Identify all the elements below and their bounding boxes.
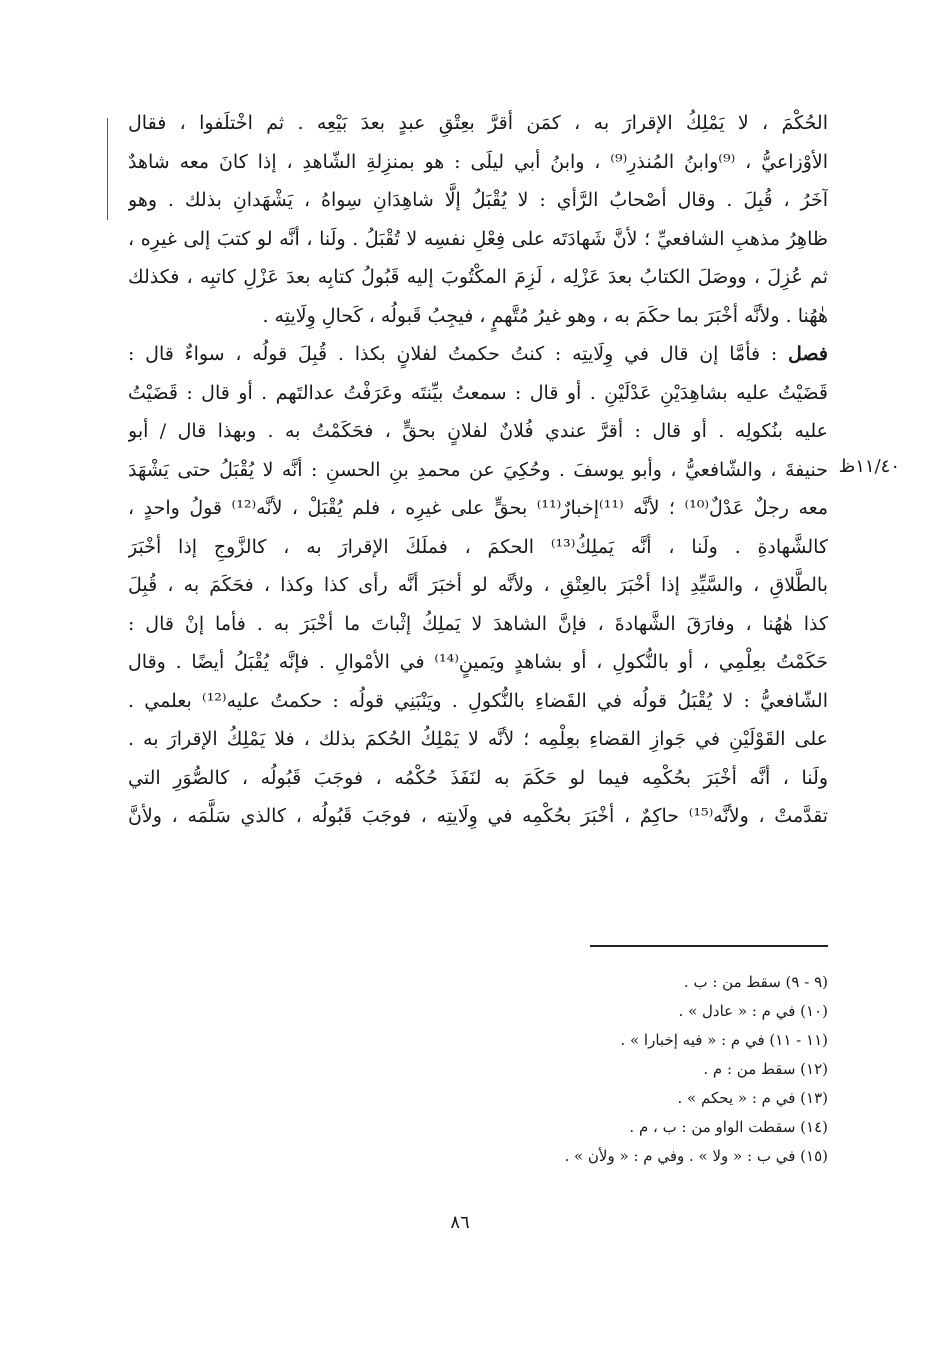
text-line: قَضَيْتُ عليه بشاهِدَيْنِ عَدْلَيْنِ . أو قال : سمعتُ بيِّنتَه وعَرَفْتُ عدالتَهم . أو قال : قَضَيْتُ <box>128 381 828 404</box>
text-line: حَكَمْتُ بعِلْمِي ، أو بالنُّكولِ ، أو بشاهدٍ ويَمينٍ⁽¹⁴⁾ في الأمْوالِ . فإنَّه يُقْبَلُ أيضًا . وقال <box>128 651 828 673</box>
footnote: (١٥) في ب : « ولا » . وفي م : « ولأن » . <box>564 1147 828 1165</box>
text-line: هٰهُنا . ولأنَّه أخْبَرَ بما حكَمَ به ، وهو غيرُ مُتَّهمٍ ، فيجِبُ قَبولُه ، كَحالِ وِلَايتِه . <box>262 304 828 327</box>
section-heading-text: : فأمَّا إن قال في وِلَايتِه : كنتُ حكمتُ لفلانٍ بكذا . قُبِلَ قولُه ، سواءٌ قال : <box>128 343 789 365</box>
text-line: معه رجلٌ عَدْلٌ⁽¹⁰⁾ ؛ لأنَّه ⁽¹¹⁾إخبارٌ⁽¹¹⁾ بحقٍّ على غيرِه ، فلم يُقْبَلْ ، لأنَّه⁽¹²⁾ قولُ واحدٍ ، <box>128 497 828 519</box>
footnotes <box>400 968 828 1171</box>
manuscript-folio-reference: ١١/٤٠ظ <box>838 456 900 477</box>
footnote: (١٣) في م : « يحكم » . <box>677 1089 828 1107</box>
text-line: ظاهِرُ مذهبِ الشافعيِّ ؛ لأنَّ شَهادَتَه على فِعْلِ نفسِه لا تُقْبَلُ . ولَنا ، أنَّه لو كتبَ إلى غيرِه ، <box>128 227 828 250</box>
text-line: بالطَّلاقِ ، والسَّيِّدِ إذا أخْبَرَ بالعِتْقِ ، ولأنَّه لو أخبَرَ أنَّه رأى كذا وكذا ، فحَكَمَ به ، قُبِلَ <box>128 574 828 596</box>
section-label: فصل <box>788 343 828 365</box>
footnote: (١٤) سقطت الواو من : ب ، م . <box>629 1118 828 1136</box>
text-line: ثم عُزِلَ ، ووصَلَ الكتابُ بعدَ عَزْلِه ، لَزِمَ المكْتُوبَ إليه قَبُولُ كتابِه بعدَ عَزْلِ كاتبِه ، فكذلك <box>128 266 828 288</box>
text-line: الشّافعيُّ : لا يُقْبَلُ قولُه في القَضاءِ بالنُّكولِ . ويَنْبَنِي قولُه : حكمتُ عليه⁽¹²⁾ بعلمي . <box>128 689 828 712</box>
page-number: ٨٦ <box>450 1212 470 1233</box>
footnote: (٩ - ٩) سقط من : ب . <box>683 973 828 991</box>
text-line: عليه بنُكولِه . أو قال : أقرَّ عندي فُلانٌ لفلانٍ بحقٍّ ، فحَكَمْتُ به . وبهذا قال / أبو <box>128 420 828 442</box>
margin-rule <box>107 148 108 220</box>
text-line: آخَرُ ، قُبِلَ . وقال أصْحابُ الرَّأي : لا يُقْبَلُ إلَّا شاهِدَانِ سِواهُ ، يَشْهَدانِ بذلك . وهو <box>128 189 828 211</box>
footnote: (١٠) في م : « عادل » . <box>678 1002 828 1020</box>
text-line: على القَوْلَيْنِ في جَوازِ القضاءِ بعِلْمِه ؛ لأنَّه لا يَمْلِكُ الحُكمَ بذلك ، فلا يَمْلِكُ الإقرارَ به . <box>128 728 828 750</box>
text-line: تقدَّمتْ ، ولأنَّه⁽¹⁵⁾ حاكِمٌ ، أخْبَرَ بحُكْمِه في وِلَايتِه ، فوجَبَ قَبُولُه ، كالذي سَلَّمَه ، ولأنَّ <box>128 805 828 827</box>
text-line: الأوْزاعيُّ ، ⁽⁹⁾وابنُ المُنذرِ⁽⁹⁾ ، وابنُ أبي ليلَى : هو بمنزِلةِ الشّاهدِ ، إذا كانَ معه شاهدٌ <box>128 150 828 173</box>
text-line: ولَنا ، أنَّه أخْبَرَ بحُكْمِه فيما لو حَكَمَ به لنَفَذَ حُكْمُه ، فوجَبَ قَبُولُه ، كالصُّوَرِ التي <box>128 766 828 789</box>
text-line: حنيفةَ ، والشّافعيُّ ، وأبو يوسفَ . وحُكِيَ عن محمدِ بنِ الحسنِ : أنَّه لا يُقْبَلُ حتى يَشْهَدَ <box>128 458 828 481</box>
text-line: الحُكْمَ ، لا يَمْلِكُ الإقرارَ به ، كمَن أقرَّ بعِتْقِ عبدٍ بعدَ بَيْعِه . ثم اخْتلَفوا ، فقال <box>128 112 828 134</box>
footnote: (١١ - ١١) في م : « فيه إخبارا » . <box>620 1031 828 1049</box>
main-text-block <box>128 104 828 836</box>
footnote: (١٢) سقط من : م . <box>703 1060 828 1078</box>
footnote-separator <box>590 945 828 947</box>
text-line: كذا هٰهُنا ، وفارَقَ الشَّهادةَ ، فإنَّ الشاهدَ لا يَملِكُ إثْباتَ ما أخْبَرَ به . فأما إنْ قال : <box>128 612 828 635</box>
section-heading-line <box>128 335 828 374</box>
text-line: كالشَّهادةِ . ولَنا ، أنَّه يَملِكُ⁽¹³⁾ الحكمَ ، فملَكَ الإقرارَ به ، كالزَّوجِ إذا أخْبَرَ <box>128 535 828 558</box>
